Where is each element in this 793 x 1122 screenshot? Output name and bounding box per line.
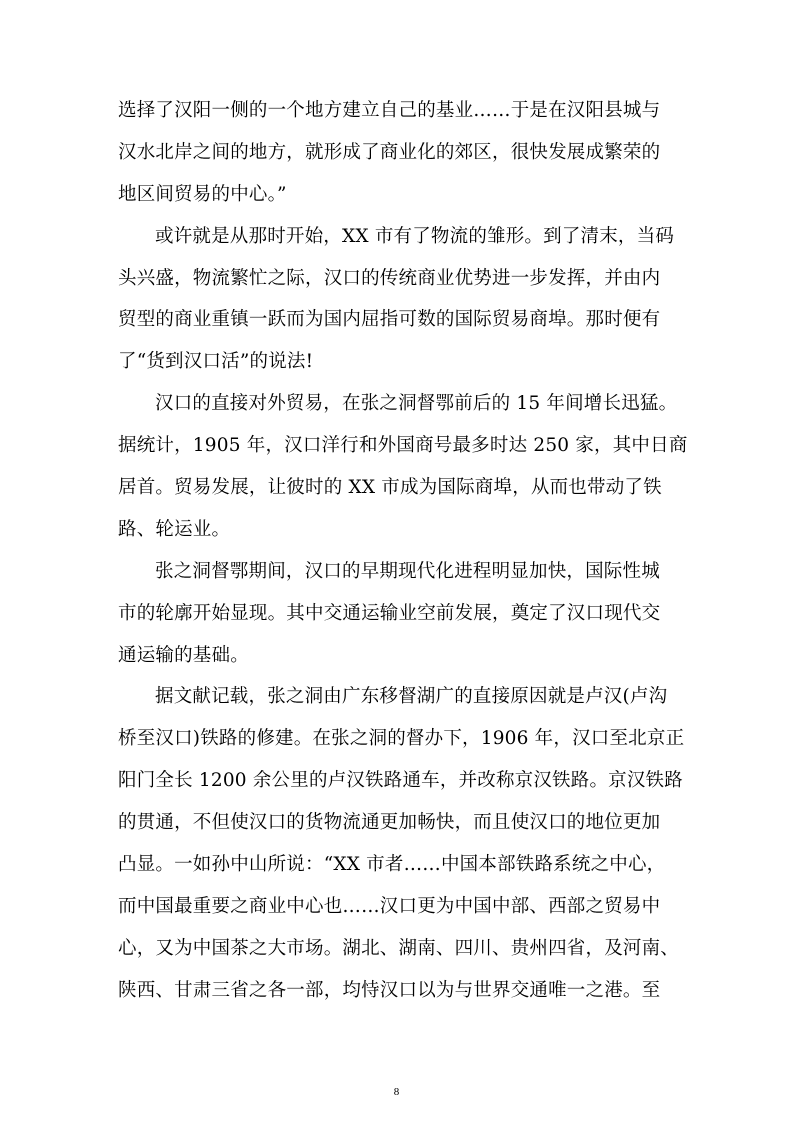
text-line: 贸型的商业重镇一跃而为国内屈指可数的国际贸易商埠。那时便有 <box>118 309 661 331</box>
text-line: 路、轮运业。 <box>118 518 231 540</box>
page-number: 8 <box>393 1086 400 1098</box>
text-line: 地区间贸易的中心。” <box>118 183 287 205</box>
text-line: 了“货到汉口活”的说法! <box>118 351 314 373</box>
paragraph-3 <box>118 383 688 551</box>
text-line: 心，又为中国茶之大市场。湖北、湖南、四川、贵州四省，及河南、 <box>118 937 680 959</box>
text-line: 通运输的基础。 <box>118 644 249 666</box>
text-line: 阳门全长 1200 余公里的卢汉铁路通车，并改称京汉铁路。京汉铁路 <box>118 770 683 792</box>
text-line: 凸显。一如孙中山所说：“XX 市者……中国本部铁路系统之中心， <box>118 854 666 876</box>
text-line: 桥至汉口)铁路的修建。在张之洞的督办下，1906 年，汉口至北京正 <box>118 728 685 750</box>
text-line: 市的轮廓开始显现。其中交通运输业空前发展，奠定了汉口现代交 <box>118 602 661 624</box>
body-text <box>118 90 688 1012</box>
text-line: 张之洞督鄂期间，汉口的早期现代化进程明显加快，国际性城 <box>155 560 660 582</box>
text-line: 据文献记载，张之洞由广东移督湖广的直接原因就是卢汉(卢沟 <box>155 686 668 708</box>
paragraph-2 <box>118 216 678 384</box>
text-line: 居首。贸易发展，让彼时的 XX 市成为国际商埠，从而也带动了铁 <box>118 477 662 499</box>
text-line: 汉口的直接对外贸易，在张之洞督鄂前后的 15 年间增长迅猛。 <box>155 393 678 415</box>
text-line: 据统计，1905 年，汉口洋行和外国商号最多时达 250 家，其中日商 <box>118 435 688 457</box>
paragraph-5 <box>118 676 685 1011</box>
text-line: 汉水北岸之间的地方，就形成了商业化的郊区，很快发展成繁荣的 <box>118 141 661 163</box>
text-line: 而中国最重要之商业中心也……汉口更为中国中部、西部之贸易中 <box>118 895 661 917</box>
text-line: 的贯通，不但使汉口的货物流通更加畅快，而且使汉口的地位更加 <box>118 812 661 834</box>
text-line: 或许就是从那时开始，XX 市有了物流的雏形。到了清末，当码 <box>155 225 675 247</box>
paragraph-1 <box>118 90 678 216</box>
text-line: 选择了汉阳一侧的一个地方建立自己的基业……于是在汉阳县城与 <box>118 100 661 121</box>
paragraph-4 <box>118 551 678 677</box>
text-line: 陕西、甘肃三省之各一部，均恃汉口以为与世界交通唯一之港。至 <box>118 979 661 1001</box>
text-line: 头兴盛，物流繁忙之际，汉口的传统商业优势进一步发挥，并由内 <box>118 267 661 289</box>
